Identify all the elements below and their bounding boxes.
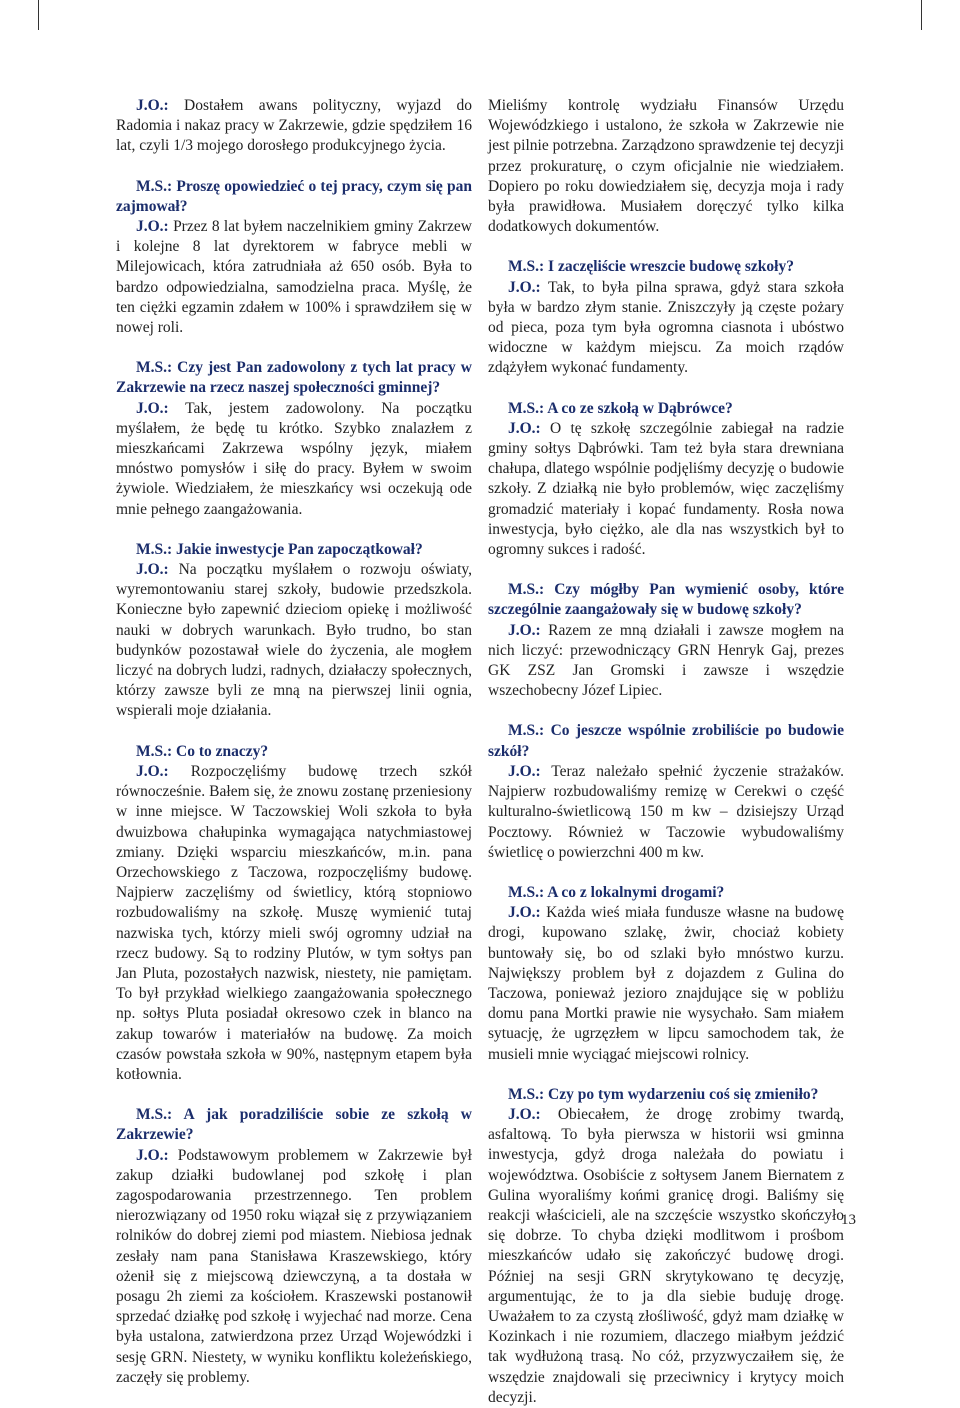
question-paragraph xyxy=(116,540,472,560)
paragraph-text: I zaczęliście wreszcie budowę szkoły? xyxy=(544,258,794,276)
paragraph-text: Podstawowym problemem w Zakrzewie był zakup działki budowlanej pod szkołę i plan zagospodarowania przestrzennego. Ten problem nierozwiązany od 1950 roku wiązał się z przywiązaniem rolników do dobrej ziemi pod miastem. Niebiosa jednak zesłały nam pana Stanisława Kraszewskiego, który ożenił się z miejscową dziewczyną, a ta dostała w posagu 2h ziemi za kościołem. Kraszewski postanowił sprzedać działkę pod szkołę i wyjechać nad morze. Cena była ustalona, zatwierdzona przez Urząd Wojewódzki i sesję GRN. Niestety, w wyniku konfliktu koleżeńskiego, zaczęły się problemy. xyxy=(116,1146,472,1386)
paragraph-text: Mieliśmy kontrolę wydziału Finansów Urzędu Wojewódzkiego i ustalono, że szkoła w Zakrzewie nie jest pilnie potrzebna. Zarządzono sprawdzenie tej decyzji przez prokuraturę, o czym oficjalnie nie wiedziałem. Dopiero po roku dowiedziałem się, decyzja moja i rady była prawidłowa. Musiałem doręczyć tylko kilka dodatkowych dokumentów. xyxy=(488,97,844,236)
speaker-label: M.S.: xyxy=(136,359,173,377)
speaker-label: J.O.: xyxy=(508,1105,541,1123)
paragraph-text: Na początku myślałem o rozwoju oświaty, wyremontowaniu starej szkoły, budowie przedszkola. Konieczne było zapewnić dzieciom opiekę i możliwość nauki w dobrych warunkach. Było trudno, bo stan budynków pozostawał wiele do życzenia, ale mogłem liczyć na dobrych ludzi, radnych, działaczy społecznych, którzy zawsze byli ze mną na pierwszej linii ognia, wspierali moje działania. xyxy=(116,561,472,720)
question-paragraph xyxy=(116,1105,472,1145)
paragraph-text: Teraz należało spełnić życzenie strażaków. Najpierw rozbudowaliśmy remizę w Cerekwi o część kulturalno-świetlicową 150 m kw – dzisiejszy Urząd Pocztowy. Również w Taczowie wybudowaliśmy świetlicę o powierzchni 400 m kw. xyxy=(488,762,844,861)
speaker-label: M.S.: xyxy=(508,258,545,276)
speaker-label: J.O.: xyxy=(136,97,169,114)
question-paragraph xyxy=(488,721,844,761)
speaker-label: M.S.: xyxy=(136,1106,173,1124)
answer-paragraph xyxy=(488,762,844,863)
answer-paragraph xyxy=(116,217,472,338)
speaker-label: M.S.: xyxy=(508,1085,545,1103)
left-column xyxy=(116,96,472,1388)
speaker-label: J.O.: xyxy=(508,278,541,296)
speaker-label: J.O.: xyxy=(508,762,541,780)
answer-paragraph xyxy=(488,621,844,702)
speaker-label: M.S.: xyxy=(136,177,173,195)
paragraph-text: Czy jest Pan zadowolony z tych lat pracy w Zakrzewie na rzecz naszej społeczności gminnej? xyxy=(116,359,472,397)
answer-paragraph xyxy=(116,399,472,520)
paragraph-text: Co jeszcze wspólnie zrobiliście po budowie szkół? xyxy=(488,722,844,760)
paragraph-text: A co z lokalnymi drogami? xyxy=(544,883,725,901)
answer-paragraph xyxy=(488,96,844,237)
speaker-label: J.O.: xyxy=(508,419,541,437)
speaker-label: M.S.: xyxy=(508,399,545,417)
speaker-label: M.S.: xyxy=(136,742,173,760)
crop-mark-top-left-v xyxy=(38,0,39,30)
right-column xyxy=(488,96,844,1408)
speaker-label: J.O.: xyxy=(136,399,169,417)
paragraph-text: Jakie inwestycje Pan zapoczątkował? xyxy=(172,540,423,558)
answer-paragraph xyxy=(488,903,844,1065)
answer-paragraph xyxy=(116,560,472,722)
question-paragraph xyxy=(488,399,844,419)
question-paragraph xyxy=(488,1085,844,1105)
paragraph-text: A jak poradziliście sobie ze szkołą w Zakrzewie? xyxy=(116,1106,472,1144)
answer-paragraph xyxy=(116,762,472,1085)
crop-mark-top-right-v xyxy=(921,0,922,30)
speaker-label: M.S.: xyxy=(508,581,545,599)
right-column-paragraphs xyxy=(488,96,844,1408)
paragraph-text: Czy po tym wydarzeniu coś się zmieniło? xyxy=(544,1085,819,1103)
speaker-label: J.O.: xyxy=(136,218,169,236)
speaker-label: J.O.: xyxy=(136,762,169,780)
question-paragraph xyxy=(116,742,472,762)
paragraph-text: Razem ze mną działali i zawsze mogłem na nich liczyć: przewodniczący GRN Henryk Gaj, prezes GK ZSZ Jan Gromski i zawsze i wszędzie wszechobecny Józef Lipiec. xyxy=(488,621,844,700)
page-number: 13 xyxy=(841,1212,856,1228)
question-paragraph xyxy=(488,580,844,620)
speaker-label: M.S.: xyxy=(508,722,545,740)
paragraph-text: Rozpoczęliśmy budowę trzech szkół równocześnie. Bałem się, że znowu zostanę przeniesiony w inne miejsce. W Taczowskiej Woli szkoła to była dwuizbowa chałupinka wymagająca natychmiastowej zmiany. Dzięki wsparciu mieszkańców, m.in. pana Orzechowskiego z Taczowa, rozpoczęliśmy budowę. Najpierw zaczęliśmy od świetlicy, którą stopniowo rozbudowaliśmy na szkołę. Muszę wymienić tutaj nazwiska tych, którzy mieli swój ogromny udział na rzecz budowy. Są to rodziny Plutów, w tym sołtys pan Jan Pluta, pozostałych nazwisk, niestety, nie pamiętam. To był przykład wielkiego zaangażowania społecznego np. sołtys Pluta posiadał okresowo czek in blanco na zakup towarów i materiałów na budowę. Za moich czasów powstała szkoła w 90%, następnym etapem była kotłownia. xyxy=(116,762,472,1083)
left-column-paragraphs xyxy=(116,96,472,1388)
answer-paragraph xyxy=(488,1105,844,1408)
speaker-label: J.O.: xyxy=(136,1146,169,1164)
paragraph-text: Tak, to była pilna sprawa, gdyż stara szkoła była w bardzo złym stanie. Zniszczyły ją częste pożary od pieca, poza tym była ogromna ciasnota i ubóstwo widoczne w każdym miejscu. Za moich rządów zdążyłem wykonać fundamenty. xyxy=(488,278,844,377)
paragraph-text: A co ze szkołą w Dąbrówce? xyxy=(544,399,733,417)
document-page xyxy=(0,96,960,1406)
paragraph-text: Co to znaczy? xyxy=(172,742,269,760)
speaker-label: M.S.: xyxy=(508,883,545,901)
paragraph-text: Obiecałem, że drogę zrobimy twardą, asfaltową. To była pierwsza w historii wsi gminna inwestycja, gdyż droga należała do powiatu i województwa. Osobiście z sołtysem Janem Biernatem z Gulina wyoraliśmy końmi granicę drogi. Baliśmy się reakcji właścicieli, ale na szczęście wszystko skończyło się dobrze. To chyba dzięki modlitwom i prośbom mieszkańców udało się zakończyć budowę drogi. Później na sesji GRN skrytykowano tę decyzję, argumentując, że to ja dla siebie buduję drogę. Uważałem to za czystą złośliwość, gdyż mam działkę w Kozinkach i nie rozumiem, dlaczego miałbym jeździć tak wydłużoną trasą. No cóż, przyzwyczaiłem się, że wszędzie znajdowali się przeciwnicy i krytycy moich decyzji. xyxy=(488,1105,844,1406)
paragraph-text: Czy mógłby Pan wymienić osoby, które szczególnie zaangażowały się w budowę szkoły? xyxy=(488,581,844,619)
answer-paragraph xyxy=(488,278,844,379)
question-paragraph xyxy=(488,883,844,903)
paragraph-text: Proszę opowiedzieć o tej pracy, czym się pan zajmował? xyxy=(116,177,472,215)
answer-paragraph xyxy=(116,1146,472,1388)
paragraph-text: Każda wieś miała fundusze własne na budowę drogi, kupowano szlakę, żwir, chociaż kobiety buntowały się, bo od szlaki było mnóstwo kurzu. Największy problem był z dojazdem z Gulina do Taczowa, ponieważ jezioro znajdujące się w pobliżu domu pana Mortki prawie nie wysychało. Sam miałem sytuację, że ugrzęzłem w lipcu samochodem tak, że musieli mnie wyciągać miejscowi rolnicy. xyxy=(488,904,844,1063)
paragraph-text: O tę szkołę szczególnie zabiegał na radzie gminy sołtys Dąbrówki. Tam też była stara drewniana chałupa, dlatego wspólnie podjęliśmy decyzję o budowie szkoły. Z działką nie było problemów, więc zaczęliśmy gromadzić materiały i kopać fundamenty. Rosła nowa inwestycja, było ciężko, ale dla nas wszystkich był to ogromny sukces i radość. xyxy=(488,419,844,559)
answer-paragraph xyxy=(488,419,844,560)
question-paragraph xyxy=(116,177,472,217)
answer-paragraph xyxy=(116,96,472,157)
question-paragraph xyxy=(488,257,844,277)
paragraph-text: Przez 8 lat byłem naczelnikiem gminy Zakrzew i kolejne 8 lat dyrektorem w fabryce mebli w Milejowicach, która zatrudniała aż 650 osób. Była to bardzo odpowiedzialna, samodzielna praca. Myślę, że ten ciężki egzamin zdałem w 100% i sprawdziłem się w nowej roli. xyxy=(116,218,472,337)
speaker-label: J.O.: xyxy=(136,561,169,579)
paragraph-text: Tak, jestem zadowolony. Na początku myślałem, że będę tu krótko. Szybko znalazłem z mieszkańcami Zakrzewa wspólny język, miałem mnóstwo pomysłów i siłę do pracy. Byłem w swoim żywiole. Wiedziałem, że mieszkańcy wsi oczekują ode mnie pełnego zaangażowania. xyxy=(116,399,472,518)
speaker-label: J.O.: xyxy=(508,904,541,922)
speaker-label: M.S.: xyxy=(136,540,173,558)
paragraph-text: Dostałem awans polityczny, wyjazd do Radomia i nakaz pracy w Zakrzewie, gdzie spędziłem 16 lat, czyli 1/3 mojego dorosłego produkcyjnego życia. xyxy=(116,97,472,155)
speaker-label: J.O.: xyxy=(508,621,541,639)
question-paragraph xyxy=(116,358,472,398)
